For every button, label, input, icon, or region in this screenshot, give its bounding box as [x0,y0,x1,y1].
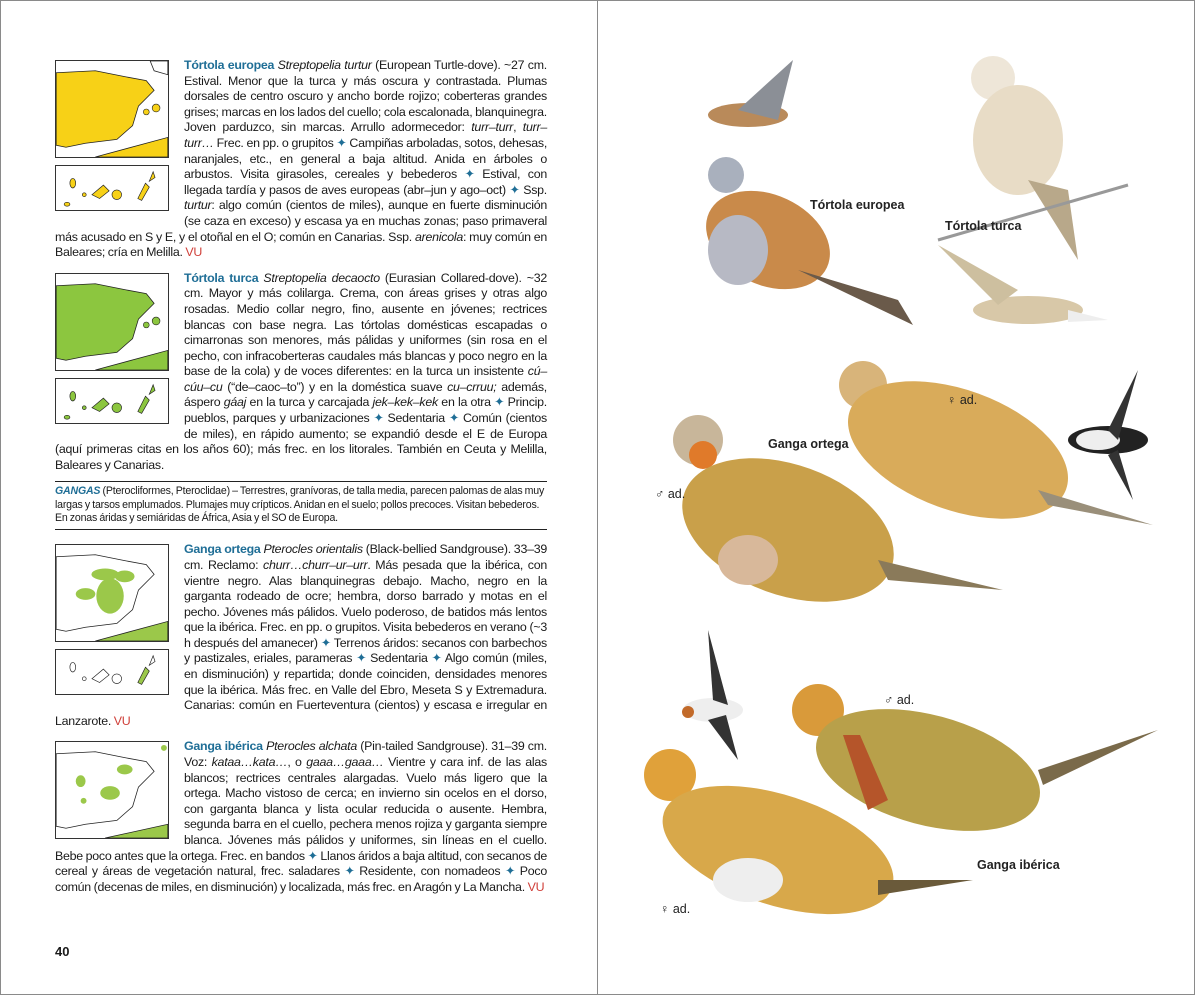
entry-text: Poco común (decenas de miles, en disminución) y localizada, más frec. en Aragón y La Mancha. [55,864,548,894]
italic-text: cú–cúu–cu [184,364,547,394]
label-ortega-male: ♂ ad. [655,487,686,501]
entry-text: (European Turtle-dove). ~27 cm. Estival. Menor que la turca y más oscura y contrastada. Plumas dorsales de centro oscuro y ancho borde rojizo; coberteras grandes grises; marcas en los lados del cuello; cola escalonada, blanquinegra. Joven parduzco, sin marcas. Arrullo adormecedor: [184,58,547,135]
italic-text: Streptopelia decaocto [263,270,380,285]
black-bellied-sandgrouse-flying-illustration [1068,370,1148,500]
species-entry-ganga-ortega [55,542,547,729]
italic-text: cu–crruu; [447,379,497,394]
italic-text: Pterocles alchata [266,739,357,754]
entry-text: (Eurasian Collared-dove). ~32 cm. Mayor y más colilarga. Crema, con áreas grises y otras algo rosadas. Medio collar negro, fino, ausente en jóvenes; rectrices blancas con base negra. Las tórtolas domésticas escapadas o cimarronas son menores, más pálidas y uniformes (sin rosa en el pecho, con infracoberteras caudales más blancas y poco negro en la base de la cola) y de voces diferentes: en la turca un insistente [184,270,548,379]
entry-text: (Black-bellied Sandgrouse). 33–39 cm. Reclamo: [184,542,548,572]
italic-text: turr–turr… [184,120,547,150]
entry-text: Residente, con nomadeos [354,864,505,879]
entry-text: Princip. pueblos, parques y urbanizaciones [184,395,547,426]
italic-text: churr…churr–ur–urr [263,557,368,572]
entry-text: Común (cientos de miles), en rápido aumento; se expandió desde el E de Europa (aquí primeras citas en los años 60); más frec. en los litorales. También en Ceuta y Melilla, Baleares y Canarias. [55,411,548,472]
entry-text: en la otra [437,395,495,410]
entry-text: : algo común (cientos de miles), aunque en fuerte disminución (se caza en exceso) y escasa ya en muchas zonas; paso primaveral más acusado en S y E, y el otoñal en el O; común en Canarias. Ssp. [55,198,547,244]
italic-text: jek–kek–kek [372,395,438,410]
diamond-separator-icon: ✦ [448,411,460,426]
entry-text: Estival, con llegada tardía y pasos de aves europeas (abr–jun y ago–oct) [184,167,547,197]
label-iberica-female: ♀ ad. [660,902,691,916]
label-tortola-turca: Tórtola turca [945,219,1022,233]
distribution-maps [55,741,169,839]
turtle-dove-perched-illustration [690,157,913,325]
entry-text: (“de–caoc–to”) y en la doméstica suave [222,379,448,394]
status-badge-vu: VU [527,879,545,894]
diamond-separator-icon: ✦ [373,411,384,426]
entry-text: Campiñas arboladas, sotos, dehesas, naranjales, etc., en general a baja altitud. Anida en árboles o arbustos. Visita girasoles, cereales y bebederos [184,135,548,182]
species-name: Tórtola turca [184,270,264,285]
entry-text: , [513,120,523,135]
status-badge-vu: VU [185,245,203,260]
species-entry-ganga-iberica [55,739,547,895]
family-description: (Pterocliformes, Pteroclidae) – Terrestres, granívoras, de talla media, parecen palomas de alas muy largas y tarsos emplumados. Plumajes muy crípticos. Anidan en el suelo; pollos precoces. Visitan bebederos. En zonas áridas y semiáridas de África, Asia y el SO de Europa. [55,485,545,525]
species-name: Ganga ibérica [184,739,267,754]
entry-text: Ssp. [519,182,547,197]
diamond-separator-icon: ✦ [509,182,520,197]
label-ganga-ortega: Ganga ortega [768,437,849,451]
species-entry-tortola-turca [55,271,547,474]
left-page-text [55,58,547,905]
species-name: Tórtola europea [184,58,278,72]
species-entry-tortola-europea [55,58,547,261]
entry-text: además, áspero [184,379,547,410]
diamond-separator-icon: ✦ [336,135,347,150]
entry-text: en la turca y carcajada [246,395,373,410]
entry-text: Sedentaria [383,411,449,426]
pin-tailed-sandgrouse-flying-illustration [682,630,743,760]
italic-text: turr–turr [471,120,514,135]
canary-islands-map [55,378,169,424]
entry-text: (Pin-tailed Sandgrouse). 31–39 cm. Voz: [184,739,547,770]
entry-text: Frec. en pp. o grupitos [213,135,337,150]
diamond-separator-icon: ✦ [504,864,516,879]
italic-text: arenicola [414,229,463,244]
italic-text: gáaj [223,395,247,410]
iberia-distribution-map [55,741,169,839]
distribution-maps [55,544,169,699]
italic-text: kataa…kata… [211,755,288,770]
diamond-separator-icon: ✦ [307,848,318,863]
illustration-plate [598,0,1195,995]
label-ganga-iberica: Ganga ibérica [977,858,1060,872]
entry-text: Algo común (miles, en disminución) y repartida; donde coinciden, densidades menores que la ibérica. Más frec. en Valle del Ebro, Meseta S y Extremadura. Canarias: común en Fuerteventura (cientos) y escasa e irregular en Lanzarote. [55,651,547,728]
diamond-separator-icon: ✦ [494,395,505,410]
diamond-separator-icon: ✦ [320,635,331,650]
iberia-distribution-map [55,544,169,642]
canary-islands-map [55,165,169,211]
family-name: GANGAS [55,485,101,498]
distribution-maps [55,60,169,215]
label-iberica-male: ♂ ad. [884,693,915,707]
diamond-separator-icon: ✦ [464,167,475,182]
turtle-dove-flying-illustration [708,60,793,127]
entry-text: Vientre y cara inf. de las alas blancos; rectrices centrales alargadas. Vuelo más ligero que la ortega. Macho vistoso de cerca; en invierno sin ocelos en el dorso, con garganta blanca y lista ocular reducida o ausente. Hembra, segunda barra en el cuello, pechera menos rojiza y garganta siempre blanca. Jóvenes más pálidos y uniformes, sin líneas en el cuello. Bebe poco antes que la ortega. Frec. en bandos [55,755,547,863]
page-number: 40 [55,944,70,959]
species-name: Ganga ortega [184,542,264,557]
italic-text: Pterocles orientalis [263,542,363,557]
italic-text: gaaa…gaaa… [306,755,384,770]
entry-text: Llanos áridos a baja altitud, con secanos de cereal y áreas de vegetación natural, frec. saladares [55,848,547,879]
iberia-distribution-map [55,60,169,158]
entry-text: . Más pesada que la ibérica, con vientre negro. Alas blanquinegras debajo. Macho, negro en la garganta rodeado de ocre; hembra, dorso barrado y motas en el pecho. Jóvenes más pálidos. Vuelo poderoso, de batidos más lentos que la ibérica. Frec. en pp. o grupitos. Visita bebederos en verano (~3 h después del amanecer) [184,557,547,650]
status-badge-vu: VU [113,713,131,728]
italic-text: turtur [184,198,212,213]
entry-text: , o [287,755,307,770]
label-tortola-europea: Tórtola europea [810,198,905,212]
canary-islands-map [55,649,169,695]
iberia-distribution-map [55,273,169,371]
entry-text: : muy común en Baleares; cría en Melilla. [55,229,547,260]
family-header-gangas [55,481,547,530]
diamond-separator-icon: ✦ [431,651,442,666]
entry-text: Terrenos áridos: secanos con barbechos y pastizales, eriales, parameras [184,635,547,666]
bird-illustrations [598,0,1195,995]
entry-text: Sedentaria [366,651,432,666]
label-ortega-female: ♀ ad. [947,393,978,407]
distribution-maps [55,273,169,428]
diamond-separator-icon: ✦ [356,651,367,666]
collared-dove-flying-illustration [938,245,1108,324]
diamond-separator-icon: ✦ [344,864,355,879]
italic-text: Streptopelia turtur [277,58,372,72]
